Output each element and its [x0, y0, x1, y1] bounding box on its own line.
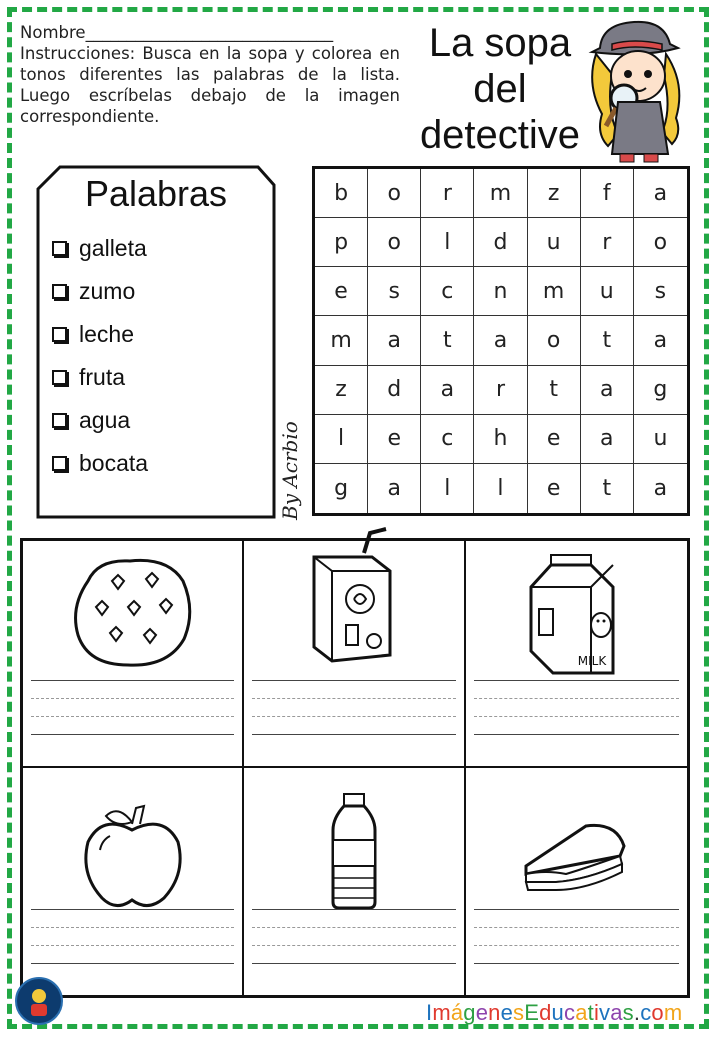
word-item[interactable] — [52, 227, 148, 270]
checkbox-icon[interactable] — [52, 241, 67, 256]
word-label: galleta — [79, 235, 147, 261]
letter-cell[interactable]: e — [528, 464, 581, 513]
letter-cell[interactable]: u — [634, 415, 687, 464]
letter-cell[interactable]: e — [528, 415, 581, 464]
brand-letter: a — [575, 1000, 588, 1025]
brand-letter: s — [622, 1000, 634, 1025]
letter-cell[interactable]: c — [421, 415, 474, 464]
letter-cell[interactable]: o — [528, 316, 581, 365]
word-item[interactable] — [52, 356, 148, 399]
brand-letter: d — [539, 1000, 552, 1025]
letter-cell[interactable]: a — [653, 475, 668, 501]
letter-cell[interactable]: l — [315, 415, 368, 464]
author-signature: By Acrbio — [278, 421, 302, 520]
letter-cell[interactable]: l — [421, 464, 474, 513]
word-label: agua — [79, 407, 131, 433]
letter-cell[interactable]: a — [368, 316, 421, 365]
letter-cell[interactable]: n — [474, 267, 527, 316]
checkbox-icon[interactable] — [52, 370, 67, 385]
brand-letter: g — [463, 1000, 476, 1025]
letter-cell[interactable]: g — [315, 464, 368, 513]
checkbox-icon[interactable] — [52, 284, 67, 299]
letter-cell[interactable]: t — [581, 464, 634, 513]
letter-cell[interactable]: c — [421, 267, 474, 316]
brand-letter: t — [587, 1000, 594, 1025]
word-label: leche — [79, 321, 134, 347]
brand-letter: u — [551, 1000, 564, 1025]
title-line-3: detective — [419, 113, 581, 157]
brand-letter: m — [432, 1000, 451, 1025]
brand-logo — [426, 1000, 682, 1026]
word-list-title: Palabras — [84, 173, 228, 214]
letter-cell[interactable]: u — [528, 218, 581, 267]
letter-cell[interactable]: h — [474, 415, 527, 464]
juice-box-icon — [294, 527, 414, 667]
publisher-badge-icon — [14, 976, 64, 1026]
letter-cell[interactable]: a — [581, 415, 634, 464]
letter-cell[interactable]: o — [368, 218, 421, 267]
water-bottle-icon — [319, 790, 389, 910]
writing-lines[interactable] — [31, 909, 234, 981]
word-item[interactable] — [52, 399, 148, 442]
brand-letter: á — [450, 1000, 464, 1025]
letter-cell[interactable]: p — [315, 218, 368, 267]
instructions-block — [20, 22, 400, 127]
letter-cell[interactable]: o — [368, 169, 421, 218]
word-item[interactable] — [52, 442, 148, 485]
brand-letter: I — [426, 1000, 433, 1025]
writing-lines[interactable] — [474, 909, 679, 981]
detective-girl-icon — [582, 14, 692, 164]
letter-cell[interactable]: r — [474, 366, 527, 415]
letter-cell[interactable]: r — [581, 218, 634, 267]
writing-lines[interactable] — [474, 680, 679, 752]
brand-letter: o — [651, 1000, 664, 1025]
letter-cell[interactable]: a — [421, 366, 474, 415]
picture-grid — [20, 538, 690, 998]
writing-lines[interactable] — [252, 680, 455, 752]
letter-cell[interactable]: t — [528, 366, 581, 415]
picture-cell-apple — [23, 768, 244, 995]
brand-letter: a — [610, 1000, 623, 1025]
picture-cell-water — [244, 768, 465, 995]
brand-letter: m — [663, 1000, 683, 1025]
letter-cell[interactable]: m — [315, 316, 368, 365]
letter-cell[interactable]: l — [474, 464, 527, 513]
letter-cell[interactable]: l — [421, 218, 474, 267]
letter-cell[interactable]: f — [581, 169, 634, 218]
milk-label: MILK — [578, 654, 607, 668]
letter-cell[interactable]: o — [634, 218, 687, 267]
cookie-icon — [68, 551, 198, 671]
brand-letter: . — [633, 1000, 641, 1025]
brand-letter: c — [640, 1000, 652, 1025]
letter-cell[interactable]: g — [634, 366, 687, 415]
letter-cell[interactable]: a — [474, 316, 527, 365]
picture-cell-cookie — [23, 541, 244, 768]
name-label: Nombre — [20, 23, 86, 42]
brand-letter: i — [593, 1000, 600, 1025]
letter-cell[interactable]: u — [581, 267, 634, 316]
brand-letter: e — [500, 1000, 514, 1025]
title-line-1: La sopa — [428, 21, 572, 65]
milk-carton-icon — [521, 551, 631, 681]
letter-cell[interactable]: t — [581, 316, 634, 365]
instructions-text: Instrucciones: Busca en la sopa y colorea en tonos diferentes las palabras de la lista. Luego escríbelas debajo de la imagen correspondiente. — [20, 44, 400, 126]
letter-cell[interactable]: s — [368, 267, 421, 316]
word-list-panel — [36, 165, 276, 520]
writing-lines[interactable] — [31, 680, 234, 752]
title-line-2: del — [473, 67, 527, 111]
word-label: bocata — [79, 450, 149, 476]
letter-cell[interactable]: s — [634, 267, 687, 316]
checkbox-icon[interactable] — [52, 413, 67, 428]
letter-cell[interactable]: a — [634, 316, 687, 365]
name-line: ______________________________ — [85, 23, 334, 42]
word-item[interactable] — [52, 313, 148, 356]
letter-cell[interactable]: z — [315, 366, 368, 415]
letter-cell[interactable]: a — [634, 169, 687, 218]
letter-cell[interactable]: z — [528, 169, 581, 218]
letter-cell[interactable]: e — [315, 267, 368, 316]
word-label: fruta — [79, 364, 126, 390]
letter-cell[interactable]: a — [368, 464, 421, 513]
brand-letter: E — [524, 1000, 540, 1025]
letter-cell[interactable]: m — [474, 169, 527, 218]
letter-cell[interactable]: m — [528, 267, 581, 316]
letter-cell[interactable]: a — [581, 366, 634, 415]
brand-letter: s — [513, 1000, 525, 1025]
letter-cell[interactable]: t — [421, 316, 474, 365]
letter-cell[interactable]: r — [421, 169, 474, 218]
apple-icon — [78, 794, 188, 914]
brand-letter: e — [475, 1000, 489, 1025]
writing-lines[interactable] — [252, 909, 455, 981]
name-field[interactable] — [20, 22, 400, 43]
brand-letter: n — [488, 1000, 501, 1025]
checkbox-icon[interactable] — [52, 456, 67, 471]
letter-cell[interactable]: e — [368, 415, 421, 464]
word-label: zumo — [79, 278, 136, 304]
letter-cell[interactable]: d — [368, 366, 421, 415]
sandwich-icon — [516, 816, 636, 896]
picture-cell-sandwich — [466, 768, 687, 995]
word-item[interactable] — [52, 270, 148, 313]
word-search-grid — [312, 166, 690, 516]
brand-letter: v — [599, 1000, 611, 1025]
picture-cell-milk — [466, 541, 687, 768]
picture-cell-juice — [244, 541, 465, 768]
word-list — [52, 227, 148, 485]
checkbox-icon[interactable] — [52, 327, 67, 342]
page-title — [400, 20, 600, 158]
letter-cell[interactable]: d — [474, 218, 527, 267]
brand-letter: c — [563, 1000, 576, 1025]
letter-cell[interactable]: b — [315, 169, 368, 218]
